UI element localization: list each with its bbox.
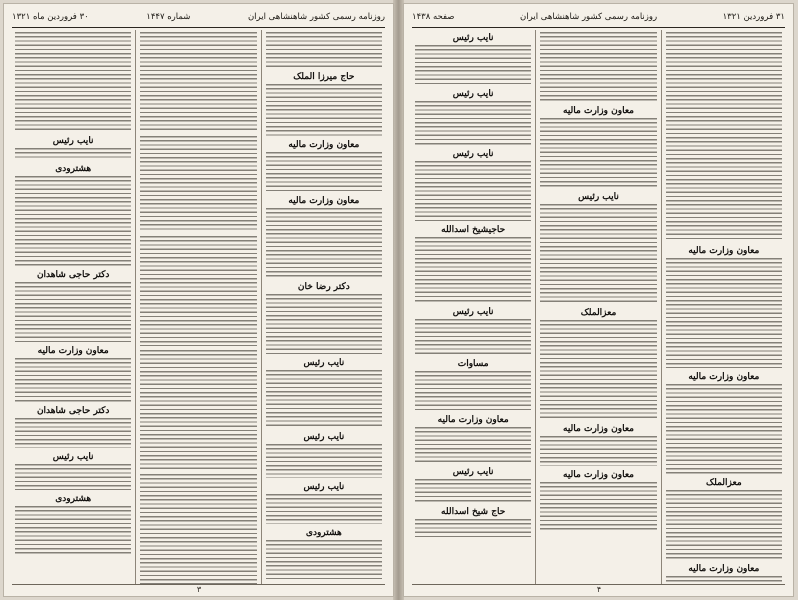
speaker-heading: معزالملک: [580, 308, 617, 318]
text-block: [666, 490, 782, 560]
right-newspaper-page: [404, 4, 793, 596]
speaker-heading: معاون وزارت مالیه: [563, 106, 634, 116]
text-block: [666, 576, 782, 584]
right-page-columns: [411, 30, 786, 584]
speaker-heading: معاون وزارت مالیه: [437, 415, 509, 425]
text-block: [666, 258, 782, 368]
speaker-heading: معاون وزارت مالیه: [37, 346, 109, 356]
speaker-heading: معاون وزارت مالیه: [563, 470, 634, 480]
text-block: [15, 358, 131, 402]
left-header-date: ۳۰ فروردین ماه ۱۳۲۱: [12, 12, 89, 22]
speaker-heading: نایب رئیس: [303, 432, 345, 442]
text-block: [540, 436, 656, 466]
speaker-heading: نایب رئیس: [452, 89, 494, 99]
left-column-3: [11, 30, 135, 584]
text-block: [415, 237, 531, 303]
speaker-heading: مساوات: [457, 359, 489, 369]
speaker-heading: نایب رئیس: [52, 452, 94, 462]
speaker-heading: نایب رئیس: [452, 467, 494, 477]
text-block: [540, 118, 656, 188]
speaker-heading: معاون وزارت مالیه: [288, 196, 360, 206]
left-column-1: [261, 30, 386, 584]
text-block: [140, 474, 256, 584]
speaker-heading: هشترودی: [305, 528, 342, 538]
right-header-page: صفحه ۱۴۳۸: [412, 12, 455, 22]
text-block: [15, 176, 131, 266]
text-block: [415, 371, 531, 411]
right-page-number: ۴: [596, 585, 602, 594]
text-block: [666, 32, 782, 242]
text-block: [266, 152, 382, 192]
text-block: [15, 148, 131, 160]
speaker-heading: نایب رئیس: [452, 149, 494, 159]
speaker-heading: معزالملک: [706, 478, 742, 488]
speaker-heading: نایب رئیس: [452, 33, 494, 43]
speaker-heading: نایب رئیس: [52, 136, 94, 146]
right-column-3: [411, 30, 535, 584]
speaker-heading: معاون وزارت مالیه: [688, 372, 760, 382]
speaker-heading: حاج میرزا الملک: [293, 72, 355, 82]
text-block: [15, 464, 131, 490]
right-column-1: [661, 30, 786, 584]
left-page-columns: [11, 30, 386, 584]
speaker-heading: حاج شیخ اسدالله: [441, 507, 506, 517]
text-block: [540, 204, 656, 304]
text-block: [540, 32, 656, 102]
speaker-heading: نایب رئیس: [578, 192, 619, 202]
text-block: [415, 45, 531, 85]
text-block: [15, 32, 131, 132]
right-header-issue: ۳۱ فروردین ۱۳۲۱: [722, 12, 785, 22]
text-block: [266, 540, 382, 580]
speaker-heading: هشترودی: [55, 164, 92, 174]
left-newspaper-page: [4, 4, 393, 596]
text-block: [15, 282, 131, 342]
text-block: [415, 161, 531, 221]
text-block: [666, 384, 782, 474]
text-block: [266, 494, 382, 524]
speaker-heading: دکتر حاجی شاهدان: [36, 406, 110, 416]
text-block: [266, 370, 382, 428]
text-block: [415, 479, 531, 503]
text-block: [415, 427, 531, 463]
text-block: [415, 519, 531, 539]
speaker-heading: نایب رئیس: [452, 307, 494, 317]
left-header-issue: شماره ۱۴۴۷: [146, 12, 191, 22]
left-header-title: روزنامه رسمی کشور شاهنشاهی ایران: [247, 12, 385, 22]
text-block: [140, 32, 256, 132]
text-block: [415, 101, 531, 145]
text-block: [266, 444, 382, 478]
text-block: [140, 236, 256, 346]
speaker-heading: حاجیشیخ اسدالله: [441, 225, 506, 235]
text-block: [266, 32, 382, 68]
book-gutter: [393, 0, 404, 600]
text-block: [415, 319, 531, 355]
text-block: [15, 506, 131, 556]
text-block: [266, 294, 382, 354]
speaker-heading: معاون وزارت مالیه: [563, 424, 634, 434]
text-block: [266, 208, 382, 278]
text-block: [15, 418, 131, 448]
text-block: [540, 482, 656, 532]
right-column-2: [535, 30, 660, 584]
speaker-heading: دکتر رضا خان: [297, 282, 350, 292]
text-block: [266, 84, 382, 136]
speaker-heading: معاون وزارت مالیه: [688, 246, 760, 256]
speaker-heading: دکتر حاجی شاهدان: [36, 270, 110, 280]
left-page-header: [12, 9, 385, 28]
text-block: [540, 320, 656, 420]
text-block: [140, 350, 256, 470]
speaker-heading: معاون وزارت مالیه: [688, 564, 760, 574]
speaker-heading: نایب رئیس: [303, 358, 345, 368]
right-header-title: روزنامه رسمی کشور شاهنشاهی ایران: [520, 12, 658, 22]
text-block: [140, 136, 256, 232]
speaker-heading: نایب رئیس: [303, 482, 345, 492]
right-page-header: [412, 9, 785, 28]
speaker-heading: هشترودی: [55, 494, 92, 504]
speaker-heading: معاون وزارت مالیه: [288, 140, 360, 150]
left-page-number: ۳: [196, 585, 202, 594]
left-column-2: [135, 30, 260, 584]
